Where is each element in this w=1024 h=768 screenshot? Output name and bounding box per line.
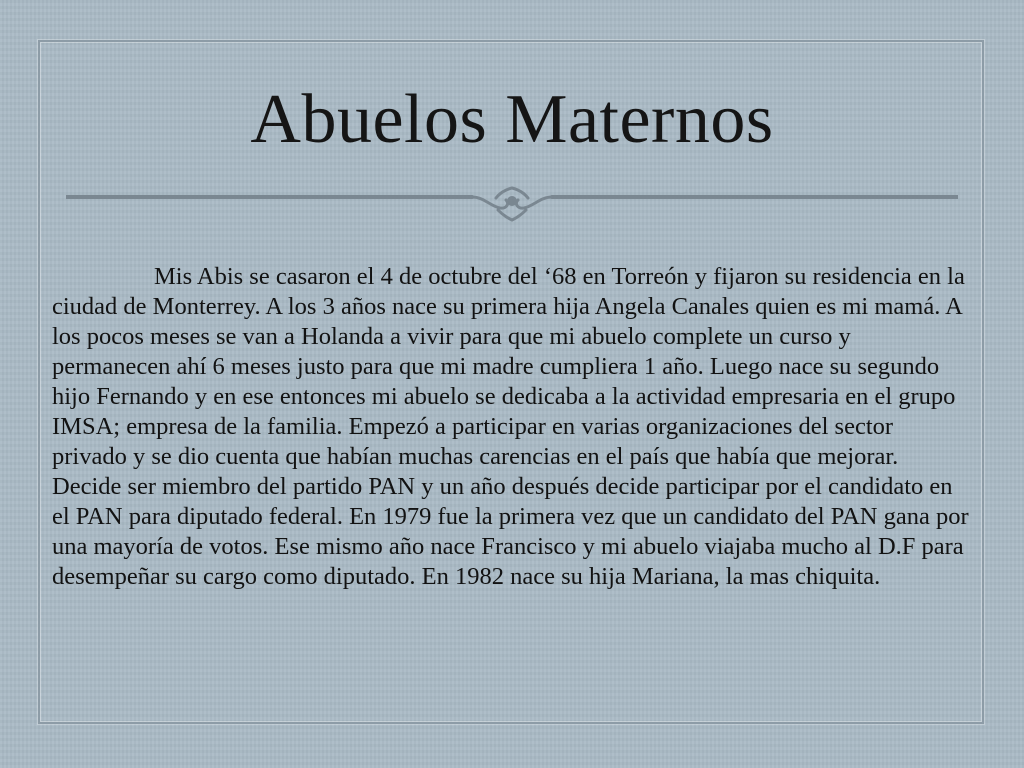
slide-title: Abuelos Maternos — [250, 81, 774, 158]
divider-flourish-icon — [472, 188, 552, 220]
slide-body-paragraph: Mis Abis se casaron el 4 de octubre del ‘68 en Torreón y fijaron su residencia en la ciudad de Monterrey. A los 3 años nace su primera hija Angela Canales quien es mi mamá. A los pocos meses se van a Holanda a vivir para que mi abuelo complete un curso y permanecen ahí 6 meses justo para que mi madre cumpliera 1 año. Luego nace su segundo hijo Fernando y en ese entonces mi abuelo se dedicaba a la actividad empresaria en el grupo IMSA; empresa de la familia. Empezó a participar en varias organizaciones del sector privado y se dio cuenta que habían muchas carencias en el país que había que mejorar. Decide ser miembro del partido PAN y un año después decide participar por el candidato en el PAN para diputado federal. En 1979 fue la primera vez que un candidato del PAN gana por una mayoría de votos. Ese mismo año nace Francisco y mi abuelo viajaba mucho al D.F para desempeñar su cargo como diputado. En 1982 nace su hija Mariana, la mas chiquita. — [52, 263, 969, 590]
ornamental-divider — [66, 184, 958, 224]
